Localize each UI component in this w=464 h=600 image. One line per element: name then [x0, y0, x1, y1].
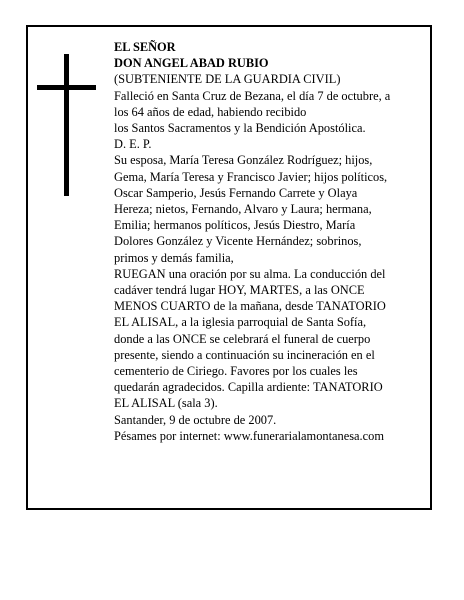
body-line: cementerio de Ciriego. Favores por los cuales les: [114, 364, 358, 379]
body-line: primos y demás familia,: [114, 250, 234, 265]
body-line: quedarán agradecidos. Capilla ardiente: TANATORIO: [114, 380, 383, 395]
body-line: Su esposa, María Teresa González Rodríguez; hijos,: [114, 153, 373, 168]
body-line: Gema, María Teresa y Francisco Javier; hijos políticos,: [114, 169, 388, 184]
body-line: Falleció en Santa Cruz de Bezana, el día 7 de octubre, a: [114, 88, 391, 103]
body-line: donde a las ONCE se celebrará el funeral de cuerpo: [114, 331, 371, 346]
cross-icon-bar: [37, 85, 96, 90]
body-line: los Santos Sacramentos y la Bendición Apostólica.: [114, 121, 366, 136]
body-line: cadáver tendrá lugar HOY, MARTES, a las ONCE: [114, 283, 365, 298]
body-line: los 64 años de edad, habiendo recibido: [114, 104, 307, 119]
rank-line: (SUBTENIENTE DE LA GUARDIA CIVIL): [114, 72, 341, 87]
body-line: EL ALISAL (sala 3).: [114, 396, 218, 411]
title-line-2: DON ANGEL ABAD RUBIO: [114, 56, 269, 71]
body-line: Emilia; hermanos políticos, Jesús Diestro, María: [114, 218, 356, 233]
body-line: Santander, 9 de octubre de 2007.: [114, 412, 277, 427]
body-line: RUEGAN una oración por su alma. La conducción del: [114, 266, 386, 281]
body-line: presente, siendo a continuación su incineración en el: [114, 347, 375, 362]
body-line: MENOS CUARTO de la mañana, desde TANATORIO: [114, 299, 386, 314]
body-line: EL ALISAL, a la iglesia parroquial de Santa Sofía,: [114, 315, 367, 330]
obituary-text: [114, 39, 426, 444]
cross-icon: [64, 54, 69, 196]
body-line: D. E. P.: [114, 137, 152, 152]
body-line: Pésames por internet: www.funerarialamontanesa.com: [114, 428, 384, 443]
body-line: Hereza; nietos, Fernando, Alvaro y Laura; hermana,: [114, 202, 372, 217]
body-line: Oscar Samperio, Jesús Fernando Carrete y Olaya: [114, 185, 358, 200]
title-line-1: EL SEÑOR: [114, 40, 176, 54]
body-line: Dolores González y Vicente Hernández; sobrinos,: [114, 234, 362, 249]
